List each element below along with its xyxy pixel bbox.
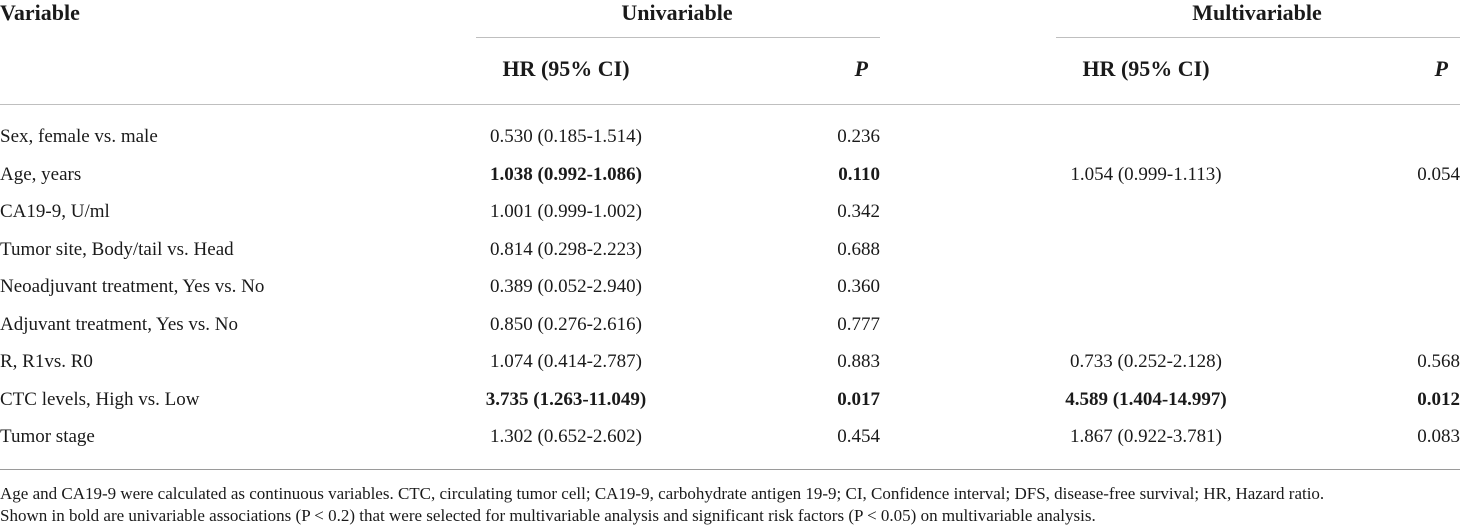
cell-multi-p: 0.568 — [1417, 351, 1460, 372]
header-uni-p: P — [854, 56, 868, 81]
cell-variable: Tumor stage — [0, 426, 95, 447]
cell-multi-p: 0.012 — [1417, 388, 1460, 410]
footnote-line-1: Age and CA19-9 were calculated as continuous variables. CTC, circulating tumor cell; CA19-9, carbohydrate antigen 19-9; CI, Confidence interval; DFS, disease-free survival; HR, Hazard ratio. — [0, 484, 1325, 503]
cell-variable: Neoadjuvant treatment, Yes vs. No — [0, 276, 265, 297]
cell-uni-hr: 1.001 (0.999-1.002) — [490, 201, 642, 222]
table-footnote — [0, 483, 1460, 527]
header-bottom-rule — [0, 104, 1460, 105]
cell-uni-hr: 1.302 (0.652-2.602) — [490, 426, 642, 447]
cell-variable: CA19-9, U/ml — [0, 201, 110, 222]
header-multivariable: Multivariable — [1192, 0, 1322, 25]
cell-uni-p: 0.688 — [837, 238, 880, 260]
header-multi-hr: HR (95% CI) — [1082, 56, 1210, 81]
cell-multi-hr: 1.054 (0.999-1.113) — [1070, 163, 1222, 185]
cell-uni-hr: 0.389 (0.052-2.940) — [490, 276, 642, 297]
cell-multi-p: 0.083 — [1417, 426, 1460, 447]
cell-uni-p: 0.236 — [837, 126, 880, 147]
cell-variable: Adjuvant treatment, Yes vs. No — [0, 313, 239, 335]
cell-variable: R, R1vs. R0 — [0, 351, 93, 372]
table-bottom-rule — [0, 469, 1460, 470]
cell-uni-p: 0.017 — [837, 388, 880, 410]
multivariable-group-rule — [1056, 37, 1460, 38]
univariable-group-rule — [476, 37, 880, 38]
cell-multi-p: 0.054 — [1417, 163, 1460, 185]
cell-variable: CTC levels, High vs. Low — [0, 388, 200, 410]
cell-uni-hr: 1.038 (0.992-1.086) — [490, 163, 642, 185]
cell-uni-hr: 0.530 (0.185-1.514) — [490, 126, 642, 147]
cell-uni-hr: 1.074 (0.414-2.787) — [490, 351, 642, 372]
footnote-line-2: Shown in bold are univariable associations (P < 0.2) that were selected for multivariable analysis and significant risk factors (P < 0.05) on multivariable analysis. — [0, 506, 1096, 525]
cell-uni-p: 0.110 — [838, 163, 880, 185]
header-multi-p: P — [1434, 56, 1448, 81]
cell-multi-hr: 1.867 (0.922-3.781) — [1070, 426, 1222, 447]
header-variable: Variable — [0, 0, 80, 25]
cell-multi-hr: 0.733 (0.252-2.128) — [1070, 351, 1222, 372]
header-uni-hr: HR (95% CI) — [502, 56, 630, 81]
cell-uni-hr: 3.735 (1.263-11.049) — [485, 388, 647, 410]
cell-variable: Tumor site, Body/tail vs. Head — [0, 238, 234, 260]
cell-uni-p: 0.883 — [837, 351, 880, 372]
cell-uni-p: 0.777 — [837, 313, 880, 335]
cell-uni-hr: 0.850 (0.276-2.616) — [490, 313, 642, 335]
cell-uni-p: 0.342 — [837, 201, 880, 222]
cell-uni-p: 0.454 — [837, 426, 880, 447]
cell-variable: Age, years — [0, 163, 82, 185]
header-univariable: Univariable — [621, 0, 733, 25]
cell-variable: Sex, female vs. male — [0, 126, 158, 147]
cell-multi-hr: 4.589 (1.404-14.997) — [1065, 388, 1227, 410]
cell-uni-hr: 0.814 (0.298-2.223) — [490, 238, 642, 260]
cell-uni-p: 0.360 — [837, 276, 880, 297]
